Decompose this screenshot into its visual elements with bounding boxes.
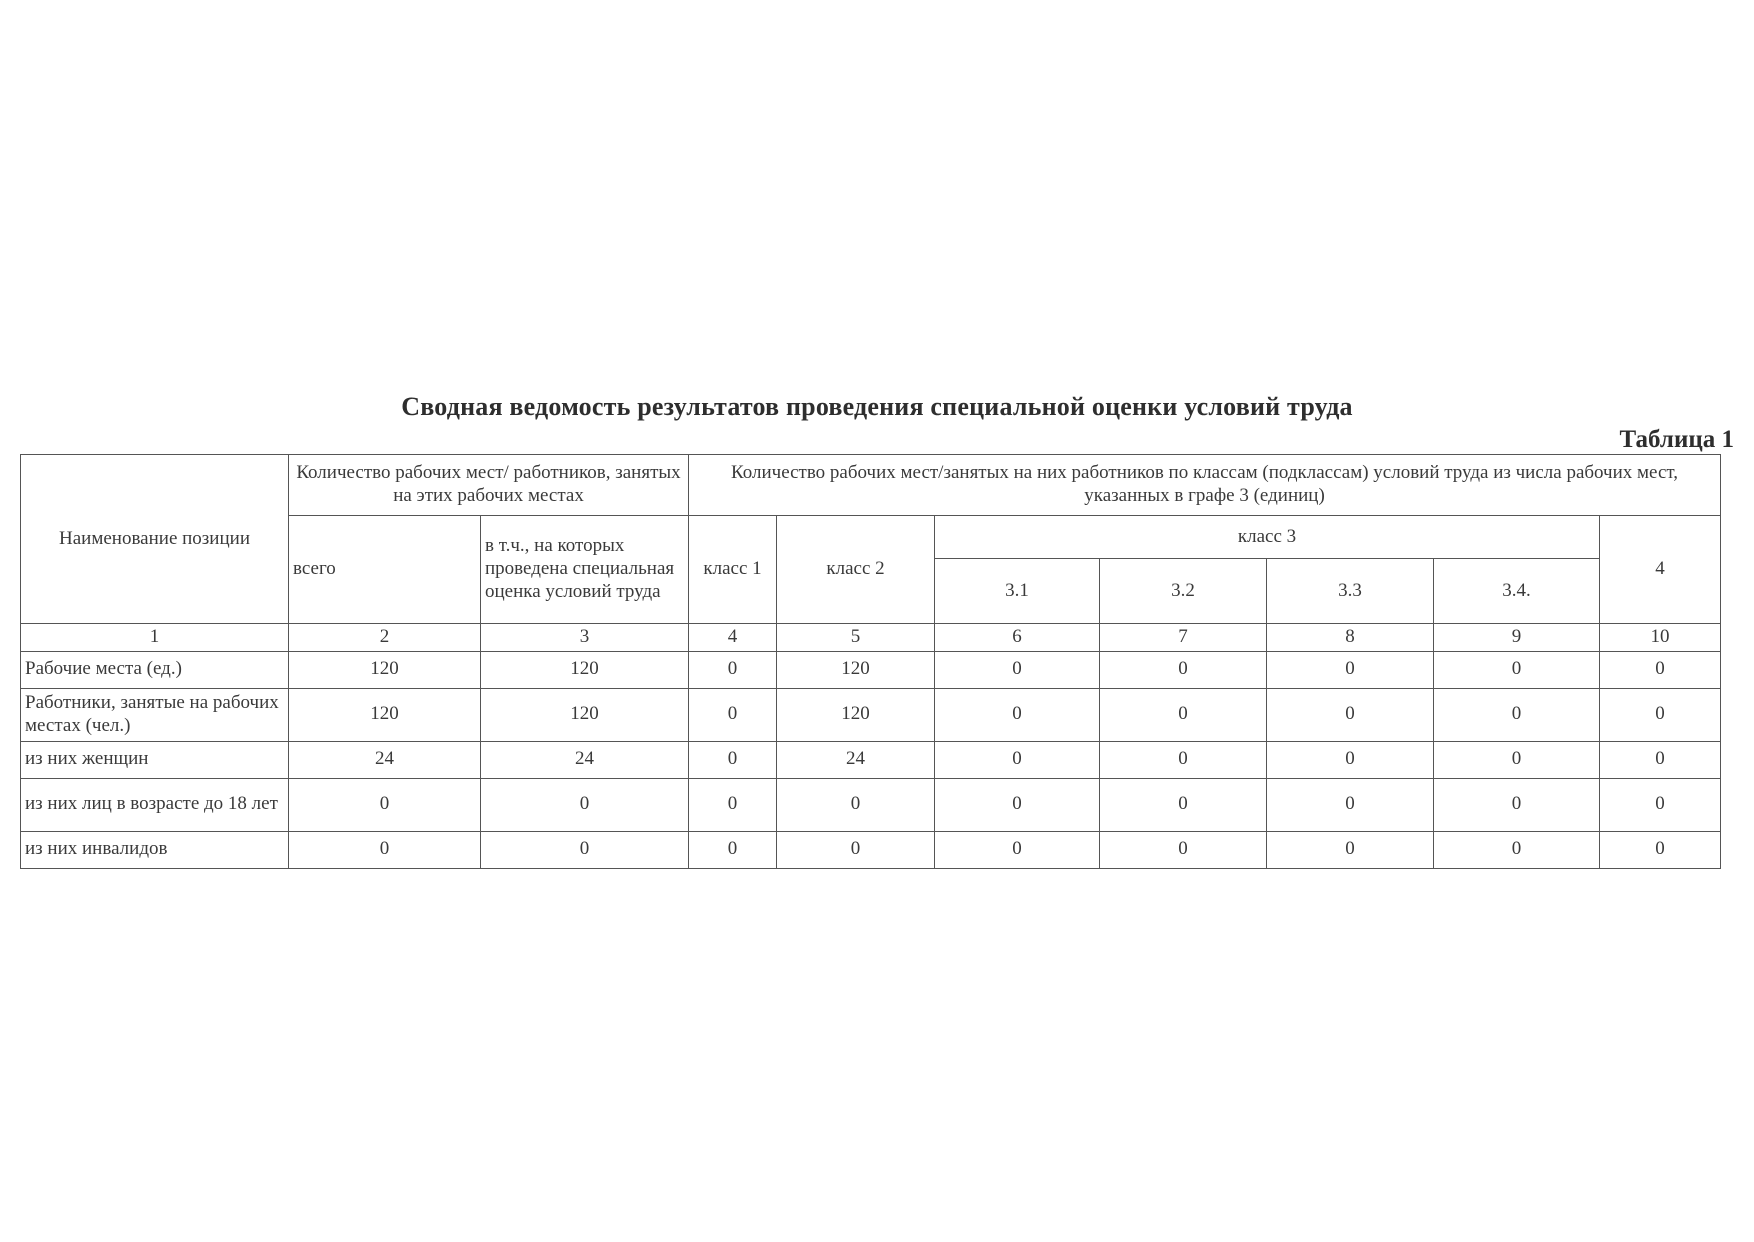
column-number: 7 — [1100, 624, 1267, 652]
row-label: Рабочие места (ед.) — [21, 651, 289, 688]
column-number: 4 — [689, 624, 777, 652]
table-cell: 0 — [935, 651, 1100, 688]
header-class-1: класс 1 — [689, 516, 777, 624]
table-cell: 0 — [1100, 741, 1267, 778]
header-subclass-3-4: 3.4. — [1434, 559, 1600, 624]
document-title: Сводная ведомость результатов проведения специальной оценки условий труда — [401, 392, 1353, 421]
table-cell: 120 — [289, 651, 481, 688]
table-cell: 0 — [1267, 831, 1434, 868]
table-cell: 24 — [289, 741, 481, 778]
header-assessed: в т.ч., на которых проведена специальная оценка условий труда — [481, 516, 689, 624]
table-cell: 0 — [1100, 688, 1267, 741]
header-classes-group: Количество рабочих мест/занятых на них работников по классам (подклассам) условий труда из числа рабочих мест, указанных в графе 3 (единиц) — [689, 455, 1721, 516]
table-cell: 0 — [289, 831, 481, 868]
table-cell: 0 — [1600, 778, 1721, 831]
header-subclass-3-1: 3.1 — [935, 559, 1100, 624]
table-cell: 0 — [935, 688, 1100, 741]
column-number: 6 — [935, 624, 1100, 652]
column-number: 1 — [21, 624, 289, 652]
column-number: 5 — [777, 624, 935, 652]
table-row-workers — [21, 688, 1721, 741]
column-number: 8 — [1267, 624, 1434, 652]
table-row-workplaces — [21, 651, 1721, 688]
table-cell: 0 — [1434, 831, 1600, 868]
table-cell: 0 — [1100, 651, 1267, 688]
table-cell: 0 — [1267, 741, 1434, 778]
table-cell: 0 — [935, 831, 1100, 868]
row-label: из них женщин — [21, 741, 289, 778]
table-cell: 0 — [1434, 741, 1600, 778]
summary-table — [20, 454, 1721, 869]
table-cell: 24 — [481, 741, 689, 778]
table-cell: 120 — [481, 651, 689, 688]
table-cell: 0 — [1100, 778, 1267, 831]
table-cell: 0 — [481, 778, 689, 831]
header-class-2: класс 2 — [777, 516, 935, 624]
row-label: из них лиц в возрасте до 18 лет — [21, 778, 289, 831]
table-cell: 0 — [689, 651, 777, 688]
column-number: 10 — [1600, 624, 1721, 652]
table-cell: 120 — [777, 651, 935, 688]
table-cell: 0 — [1600, 831, 1721, 868]
table-cell: 120 — [289, 688, 481, 741]
table-cell: 0 — [1434, 651, 1600, 688]
header-class-3: класс 3 — [935, 516, 1600, 559]
column-number: 9 — [1434, 624, 1600, 652]
header-workplaces-group: Количество рабочих мест/ работников, занятых на этих рабочих местах — [289, 455, 689, 516]
table-cell: 0 — [1600, 688, 1721, 741]
table-cell: 24 — [777, 741, 935, 778]
table-cell: 0 — [689, 688, 777, 741]
table-cell: 0 — [689, 741, 777, 778]
column-number: 3 — [481, 624, 689, 652]
table-cell: 0 — [481, 831, 689, 868]
row-label: Работники, занятые на рабочих местах (чел.) — [21, 688, 289, 741]
table-cell: 0 — [289, 778, 481, 831]
table-cell: 0 — [1434, 688, 1600, 741]
table-cell: 0 — [1434, 778, 1600, 831]
table-cell: 0 — [1600, 741, 1721, 778]
table-row-under-18 — [21, 778, 1721, 831]
header-total: всего — [289, 516, 481, 624]
table-cell: 0 — [935, 741, 1100, 778]
table-cell: 0 — [1267, 651, 1434, 688]
header-class-4: 4 — [1600, 516, 1721, 624]
table-number-label: Таблица 1 — [1619, 426, 1734, 453]
table-cell: 120 — [777, 688, 935, 741]
row-label: из них инвалидов — [21, 831, 289, 868]
table-cell: 0 — [935, 778, 1100, 831]
header-subclass-3-2: 3.2 — [1100, 559, 1267, 624]
table-cell: 120 — [481, 688, 689, 741]
table-cell: 0 — [1267, 688, 1434, 741]
table-cell: 0 — [1267, 778, 1434, 831]
header-position-name: Наименование позиции — [21, 455, 289, 624]
table-cell: 0 — [1600, 651, 1721, 688]
column-number-row — [21, 624, 1721, 652]
table-row-women — [21, 741, 1721, 778]
table-cell: 0 — [1100, 831, 1267, 868]
table-cell: 0 — [777, 831, 935, 868]
header-row-top — [21, 455, 1721, 516]
column-number: 2 — [289, 624, 481, 652]
table-cell: 0 — [689, 831, 777, 868]
table-cell: 0 — [777, 778, 935, 831]
header-subclass-3-3: 3.3 — [1267, 559, 1434, 624]
table-cell: 0 — [689, 778, 777, 831]
table-row-disabled — [21, 831, 1721, 868]
